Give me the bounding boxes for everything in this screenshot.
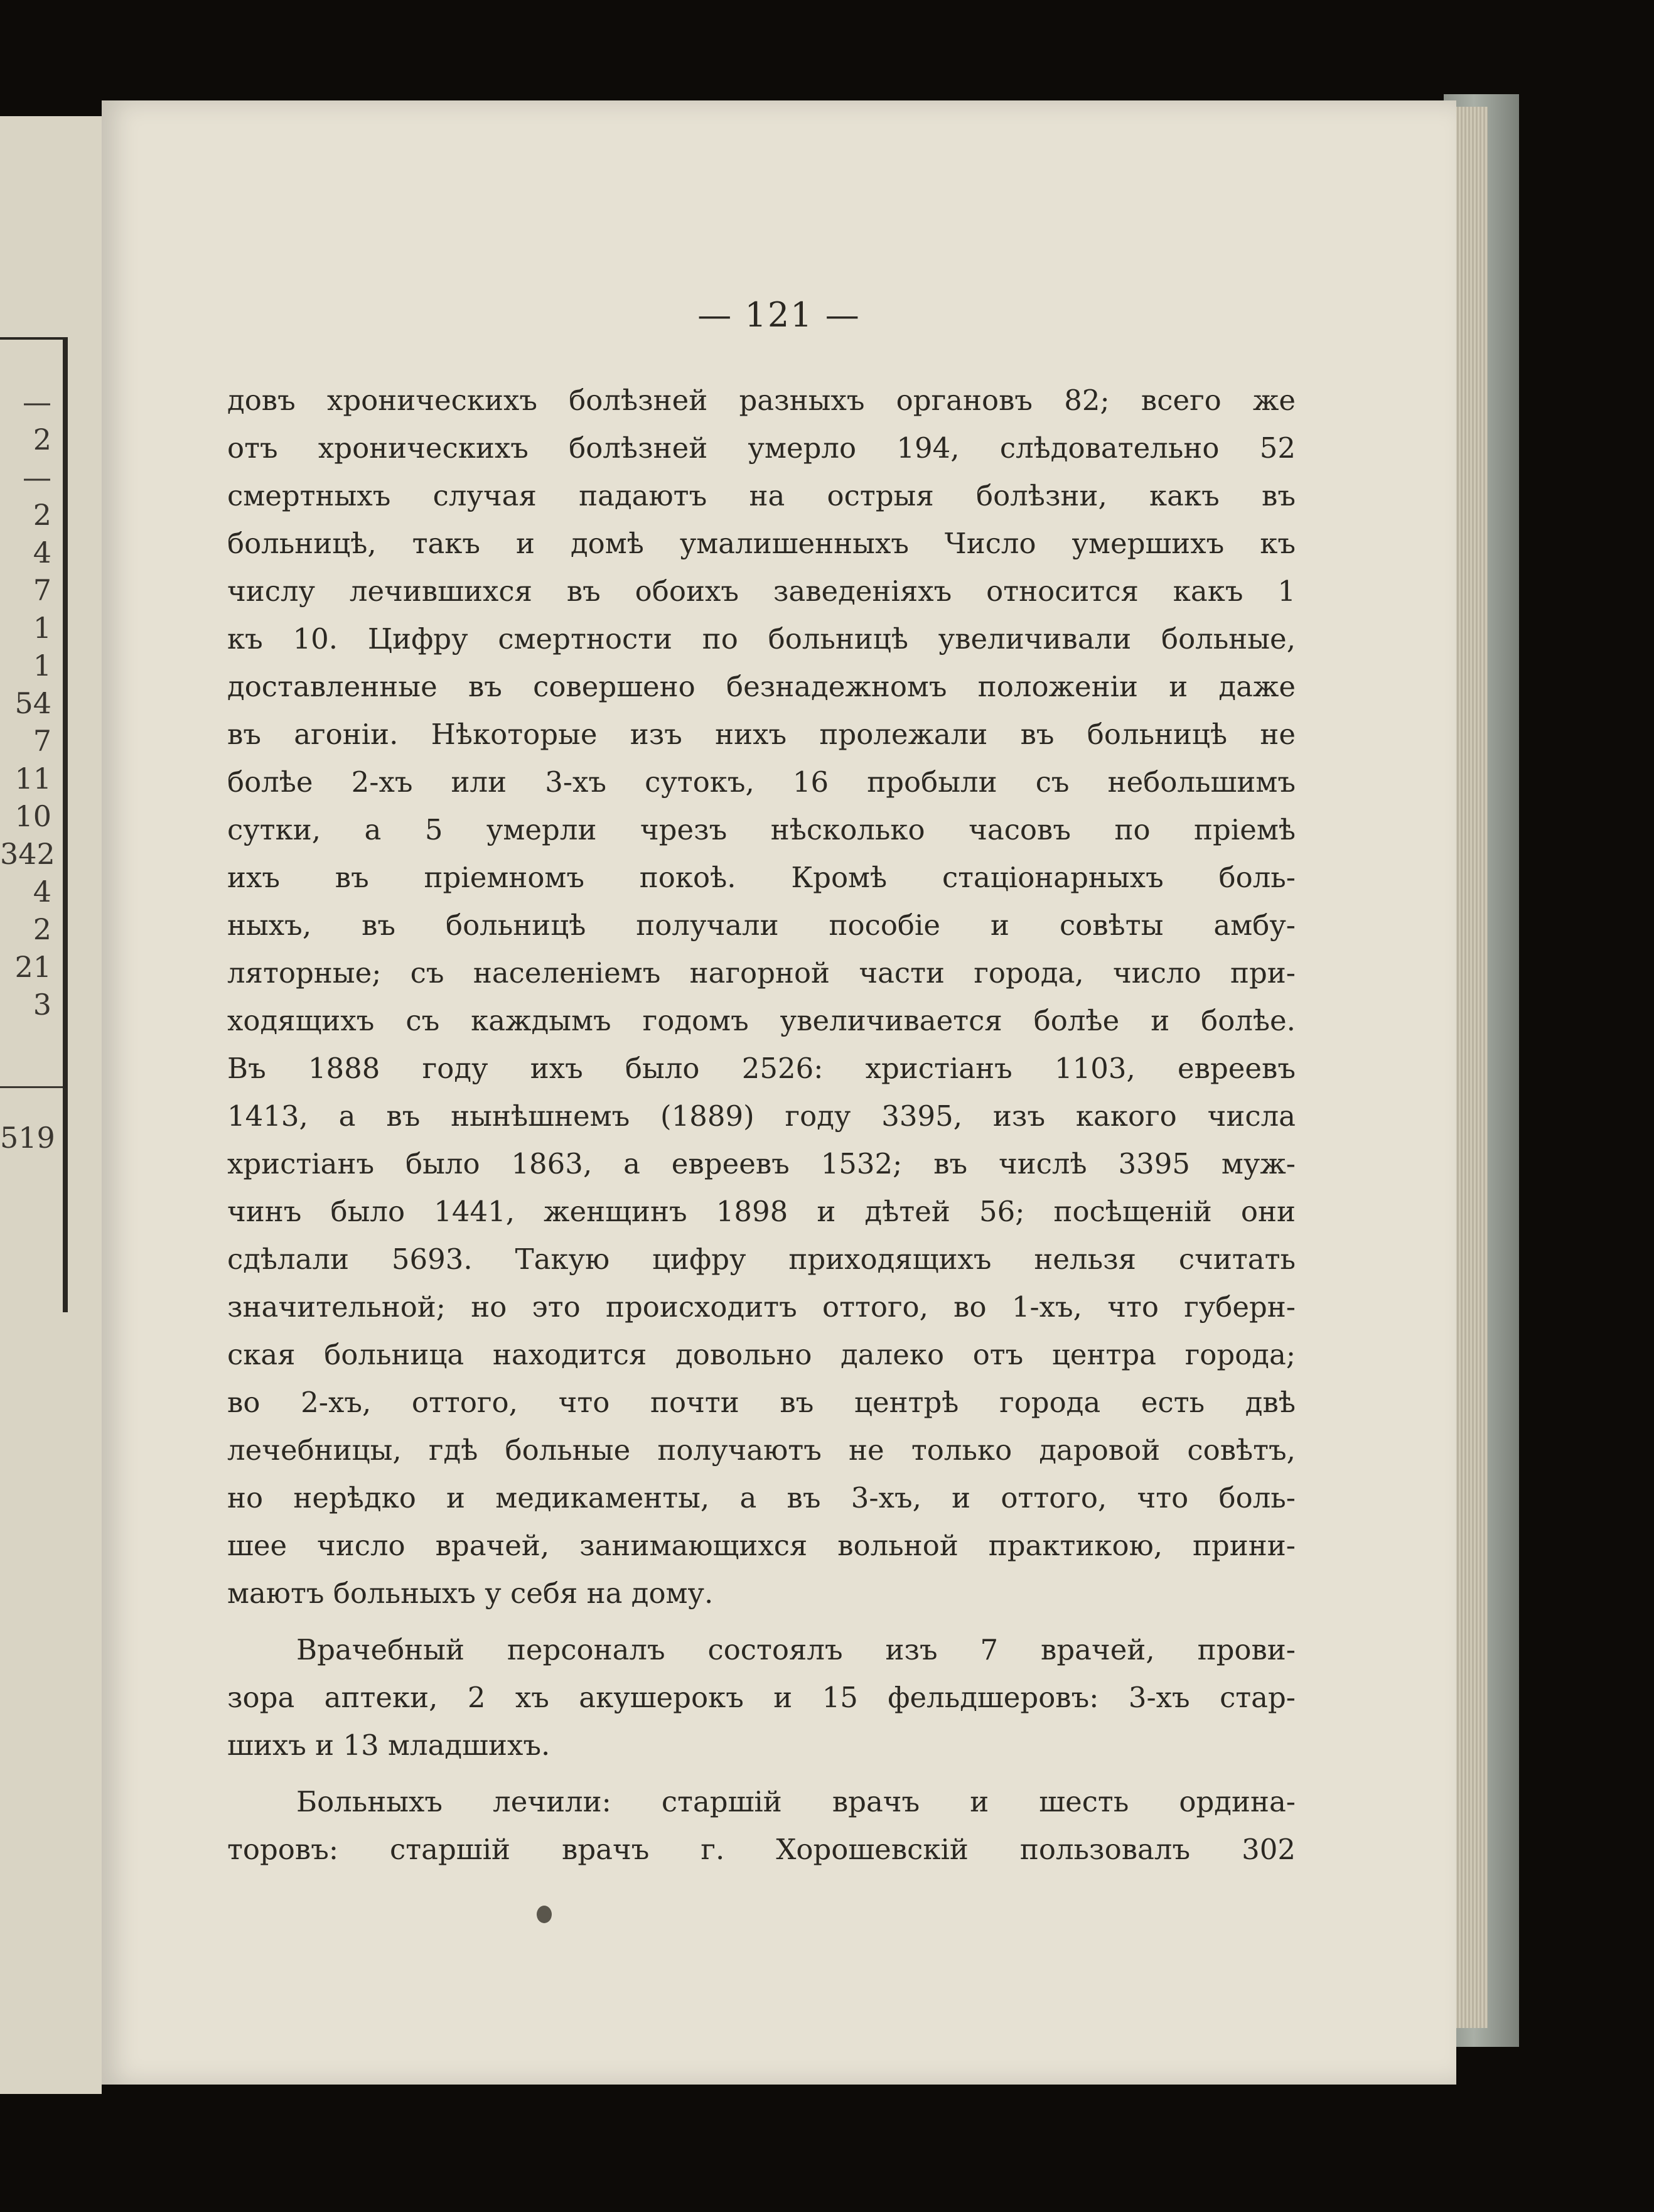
text-line: ихъ въ пріемномъ покоѣ. Кромѣ стаціонарныхъ боль- [227,861,1296,894]
text-line: сутки, а 5 умерли чрезъ нѣсколько часовъ по пріемѣ [227,813,1296,846]
text-line: болѣе 2-хъ или 3-хъ сутокъ, 16 пробыли съ небольшимъ [227,765,1296,799]
facing-number: — [23,460,51,494]
text-line: во 2-хъ, оттого, что почти въ центрѣ города есть двѣ [227,1386,1296,1419]
facing-number: 1 [33,649,51,682]
paper-speck [537,1906,552,1923]
text-line: смертныхъ случая падаютъ на острыя болѣзни, какъ въ [227,479,1296,512]
facing-number: 4 [33,875,51,909]
facing-page-fragment [0,116,102,2094]
table-top-rule [0,337,68,340]
text-line: маютъ больныхъ у себя на дому. [227,1577,714,1610]
text-line: Врачебный персоналъ состоялъ изъ 7 врачей, прови- [296,1633,1296,1666]
text-line: доставленные въ совершено безнадежномъ положеніи и даже [227,670,1296,703]
text-line: чинъ было 1441, женщинъ 1898 и дѣтей 56; посѣщеній они [227,1195,1296,1228]
facing-number: 7 [33,573,51,607]
text-line: довъ хроническихъ болѣзней разныхъ органовъ 82; всего же [227,384,1296,417]
page-number: — 121 — [697,295,861,335]
facing-number: 7 [33,724,51,758]
table-column-rule [63,339,68,1312]
facing-number: 1 [33,611,51,645]
text-line: зора аптеки, 2 хъ акушерокъ и 15 фельдшеровъ: 3-хъ стар- [227,1681,1296,1714]
text-line: ская больница находится довольно далеко отъ центра города; [227,1338,1296,1371]
text-line: Въ 1888 году ихъ было 2526: христіанъ 1103, евреевъ [227,1052,1296,1085]
facing-page-total: 519 [0,1121,55,1155]
facing-number: 11 [14,762,51,796]
text-line: шее число врачей, занимающихся вольной практикою, прини- [227,1529,1296,1562]
text-line: больницѣ, такъ и домѣ умалишенныхъ Число умершихъ къ [227,527,1296,560]
table-total-rule [0,1086,63,1088]
facing-number: 2 [33,912,51,946]
text-line: шихъ и 13 младшихъ. [227,1729,550,1762]
page-body [227,377,1296,1874]
facing-number: 3 [33,988,51,1022]
text-line: христіанъ было 1863, а евреевъ 1532; въ числѣ 3395 муж- [227,1147,1296,1180]
text-line: отъ хроническихъ болѣзней умерло 194, слѣдовательно 52 [227,431,1296,465]
text-line: сдѣлали 5693. Такую цифру приходящихъ нельзя считать [227,1243,1296,1276]
text-line: ныхъ, въ больницѣ получали пособіе и совѣты амбу- [227,909,1296,942]
facing-number: 2 [33,498,51,532]
text-line: ляторные; съ населеніемъ нагорной части города, число при- [227,956,1296,990]
facing-number: 2 [33,423,51,456]
book-page [102,100,1456,2085]
text-line: числу лечившихся въ обоихъ заведеніяхъ относится какъ 1 [227,575,1296,608]
facing-number: 342 [0,837,55,871]
facing-number: — [23,385,51,419]
text-line: къ 10. Цифру смертности по больницѣ увеличивали больные, [227,622,1296,656]
facing-page-numbers [0,383,55,1023]
facing-number: 54 [14,686,51,720]
facing-number: 10 [14,799,51,833]
text-line: значительной; но это происходитъ оттого, во 1-хъ, что губерн- [227,1290,1296,1324]
text-line: лечебницы, гдѣ больные получаютъ не только даровой совѣтъ, [227,1433,1296,1467]
text-line: Больныхъ лечили: старшій врачъ и шесть ордина- [296,1785,1296,1818]
text-line: ходящихъ съ каждымъ годомъ увеличивается болѣе и болѣе. [227,1004,1296,1037]
text-line: торовъ: старшій врачъ г. Хорошевскій пользовалъ 302 [227,1833,1296,1866]
text-line: 1413, а въ нынѣшнемъ (1889) году 3395, изъ какого числа [227,1099,1296,1133]
text-line: но нерѣдко и медикаменты, а въ 3-хъ, и оттого, что боль- [227,1481,1296,1514]
text-line: въ агоніи. Нѣкоторые изъ нихъ пролежали въ больницѣ не [227,718,1296,751]
facing-number: 21 [14,950,51,984]
facing-number: 4 [33,536,51,569]
